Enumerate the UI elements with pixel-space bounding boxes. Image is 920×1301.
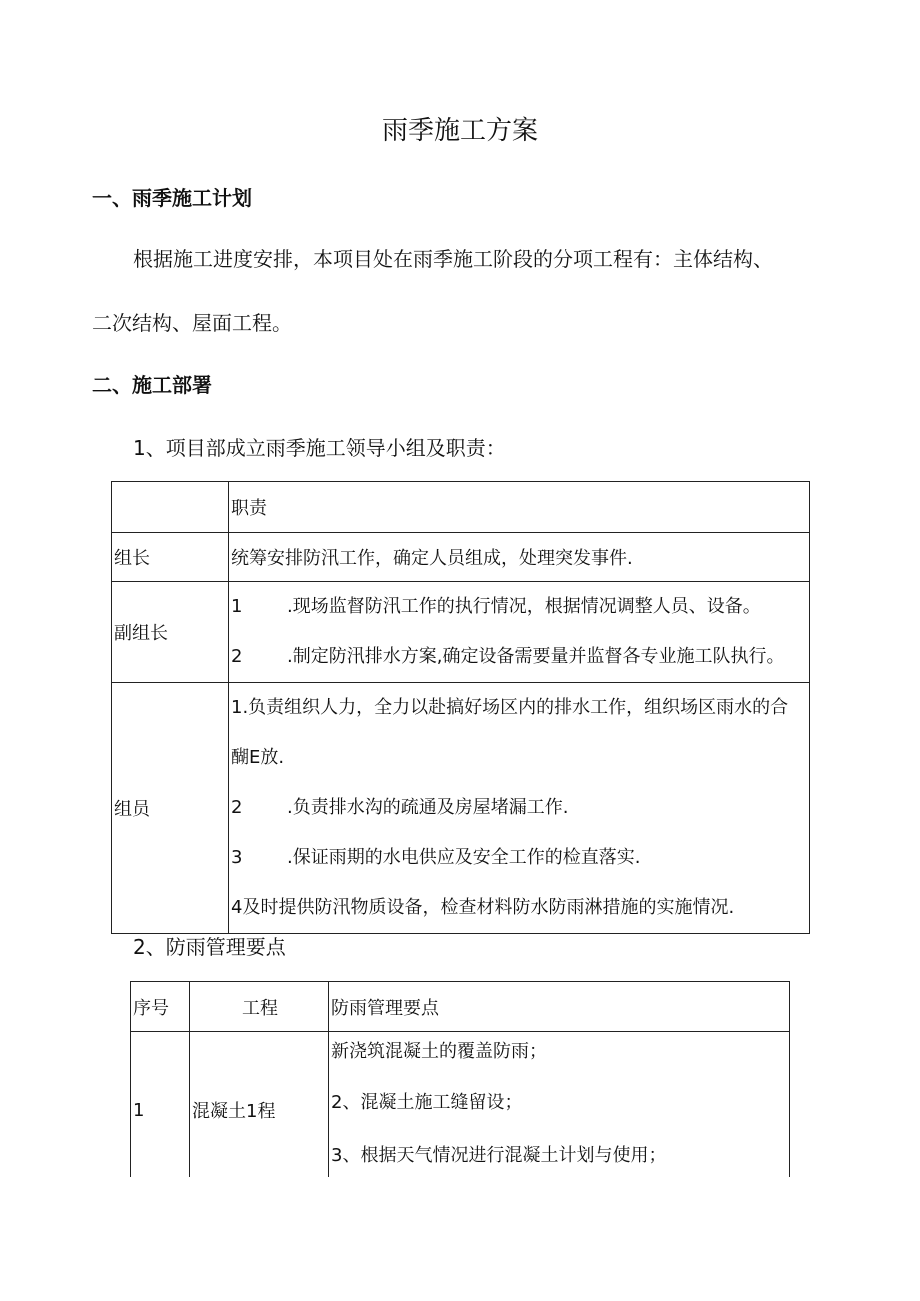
header-points-cell: 防雨管理要点 [329, 982, 790, 1032]
document-title: 雨季施工方案 [381, 116, 538, 146]
table-row [112, 482, 810, 533]
duty-number: 2 [231, 797, 243, 818]
point-line: 3、根据天气情况进行混凝土计划与使用； [331, 1145, 667, 1166]
role-cell: 组长 [112, 533, 229, 582]
duty-cell: 统筹安排防汛工作，确定人员组成，处理突发事件. [229, 533, 810, 582]
table-row [131, 1032, 790, 1178]
duty-line: 醐E放. [231, 747, 285, 768]
duty-number: 2 [231, 646, 243, 667]
leadership-duties-table [111, 481, 810, 934]
section1-heading: 一、雨季施工计划 [92, 186, 252, 210]
table-row [131, 982, 790, 1032]
no-cell: 1 [131, 1032, 190, 1178]
table-row [112, 683, 810, 934]
project-cell: 混凝土1程 [190, 1032, 329, 1178]
rain-protection-table [130, 981, 790, 1177]
duty-line [231, 783, 809, 833]
header-duty-cell: 职责 [229, 482, 810, 533]
section1-paragraph-line1: 根据施工进度安排，本项目处在雨季施工阶段的分项工程有：主体结构、 [133, 247, 773, 271]
duty-cell [229, 683, 810, 934]
table-clip [130, 981, 792, 1177]
duty-text: .保证雨期的水电供应及安全工作的检直落实. [287, 847, 641, 868]
duty-line [231, 632, 809, 682]
role-cell: 组员 [112, 683, 229, 934]
header-no-cell: 序号 [131, 982, 190, 1032]
table-row [112, 533, 810, 582]
duty-cell [229, 582, 810, 683]
duty-line [231, 833, 809, 883]
duty-text: .现场监督防汛工作的执行情况，根据情况调整人员、设备。 [287, 596, 761, 617]
header-role-cell [112, 482, 229, 533]
subsection1-heading: 1、项目部成立雨季施工领导小组及职责： [133, 436, 506, 460]
point-line: 2、混凝土施工缝留设； [331, 1092, 523, 1113]
section1-paragraph-line2: 二次结构、屋面工程。 [92, 311, 292, 335]
duty-text: .负责排水沟的疏通及房屋堵漏工作. [287, 797, 569, 818]
duty-text: .制定防汛排水方案,确定设备需要量并监督各专业施工队执行。 [287, 646, 785, 667]
subsection2-heading: 2、防雨管理要点 [133, 935, 286, 959]
duty-number: 3 [231, 847, 243, 868]
points-cell [329, 1032, 790, 1178]
table-row [112, 582, 810, 683]
duty-line: 4及时提供防汛物质设备，检查材料防水防雨淋措施的实施情况. [231, 897, 735, 918]
section2-heading: 二、施工部署 [92, 373, 212, 397]
point-line: 新浇筑混凝土的覆盖防雨； [331, 1041, 547, 1062]
duty-number: 1 [231, 596, 243, 617]
header-project-cell: 工程 [190, 982, 329, 1032]
role-cell: 副组长 [112, 582, 229, 683]
duty-line [231, 582, 809, 632]
duty-line: 1.负责组织人力，全力以赴搞好场区内的排水工作，组织场区雨水的合 [231, 697, 789, 718]
